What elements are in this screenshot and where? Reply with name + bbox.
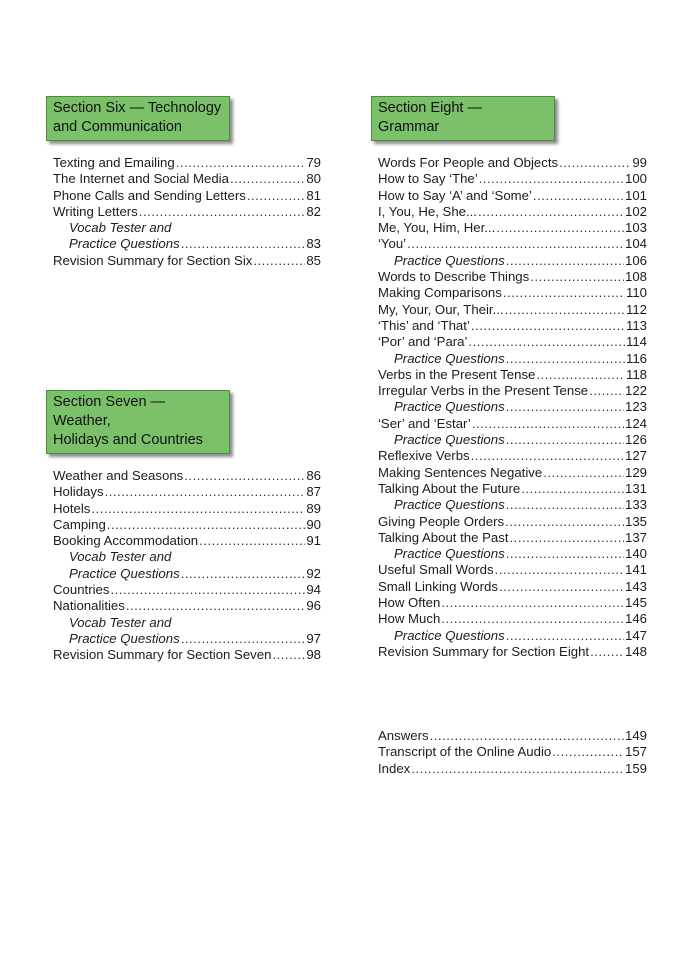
- toc-entry-page: 86: [306, 468, 321, 483]
- toc-leader: [543, 465, 624, 481]
- toc-subentry[interactable]: [378, 628, 647, 644]
- toc-entry-title: Making Sentences Negative: [378, 464, 543, 480]
- back-matter-toc-list: [378, 728, 647, 777]
- toc-leader: [126, 598, 305, 614]
- toc-entry-page: 137: [624, 529, 647, 545]
- toc-entry[interactable]: [53, 204, 321, 220]
- toc-subentry[interactable]: [378, 351, 647, 367]
- toc-entry-page: 83: [306, 236, 321, 252]
- section-seven: [53, 390, 321, 664]
- toc-leader: [272, 647, 305, 663]
- toc-leader: [503, 285, 625, 301]
- toc-leader: [110, 582, 305, 598]
- toc-entry[interactable]: [378, 383, 647, 399]
- toc-entry-title: Writing Letters: [53, 203, 138, 219]
- toc-entry-title: Practice Questions: [394, 546, 505, 562]
- toc-leader: [479, 171, 624, 187]
- toc-entry-page: 81: [306, 187, 321, 203]
- toc-leader: [253, 253, 305, 269]
- toc-leader: [176, 155, 306, 171]
- toc-leader: [471, 448, 624, 464]
- toc-leader: [105, 484, 306, 500]
- toc-leader: [505, 514, 624, 530]
- toc-leader: [478, 204, 624, 220]
- toc-entry-page: 133: [624, 497, 647, 513]
- toc-entry[interactable]: [53, 468, 321, 484]
- toc-entry[interactable]: [378, 514, 647, 530]
- toc-entry-page: 89: [306, 500, 321, 516]
- toc-entry-answers[interactable]: [378, 728, 647, 744]
- toc-leader: [468, 334, 625, 350]
- toc-entry-title: How to Say ‘A’ and ‘Some’: [378, 187, 532, 203]
- toc-entry[interactable]: [378, 269, 647, 285]
- toc-entry-page: 147: [624, 627, 647, 643]
- toc-entry-page: 148: [624, 643, 647, 659]
- toc-entry-page: 131: [624, 480, 647, 496]
- toc-entry[interactable]: [53, 533, 321, 549]
- toc-entry-index[interactable]: [378, 761, 647, 777]
- toc-entry-page: 118: [625, 366, 647, 382]
- toc-entry[interactable]: [378, 448, 647, 464]
- toc-entry-page: 108: [624, 269, 647, 285]
- toc-entry-page: 146: [624, 611, 647, 627]
- toc-entry-page: 94: [306, 582, 321, 598]
- toc-entry-page: 124: [624, 415, 647, 431]
- toc-entry-title: Vocab Tester and: [69, 220, 172, 236]
- toc-leader: [506, 628, 624, 644]
- toc-leader: [472, 416, 624, 432]
- toc-entry-page: 143: [624, 578, 647, 594]
- toc-leader: [181, 631, 306, 647]
- toc-entry-page: 135: [624, 513, 647, 529]
- section-six-header: [46, 96, 230, 141]
- toc-leader: [91, 501, 305, 517]
- toc-entry-page: 110: [625, 285, 647, 301]
- toc-leader: [506, 432, 624, 448]
- toc-entry-title: Vocab Tester and: [69, 549, 172, 565]
- toc-entry-title: Phone Calls and Sending Letters: [53, 187, 246, 203]
- toc-entry[interactable]: [378, 367, 647, 383]
- section-eight: [378, 96, 647, 660]
- toc-entry[interactable]: [378, 579, 647, 595]
- section-seven-header-line2: Holidays and Countries: [53, 432, 203, 448]
- toc-leader: [471, 318, 625, 334]
- toc-entry-page: 90: [306, 516, 321, 532]
- section-seven-header: [46, 390, 230, 454]
- toc-entry-page: 159: [624, 760, 647, 776]
- toc-subentry[interactable]: [53, 236, 321, 252]
- toc-entry-page: 101: [624, 187, 647, 203]
- toc-entry-title: ‘Ser’ and ‘Estar’: [378, 415, 471, 431]
- toc-entry-title: Booking Accommodation: [53, 533, 199, 549]
- toc-entry-page: 98: [306, 647, 321, 663]
- section-seven-header-line1: Section Seven — Weather,: [53, 394, 166, 429]
- toc-leader: [533, 188, 624, 204]
- toc-entry-title: Index: [378, 760, 411, 776]
- toc-entry-transcript[interactable]: [378, 744, 647, 760]
- toc-entry-page: 126: [624, 432, 647, 448]
- toc-leader: [506, 399, 624, 415]
- toc-subentry[interactable]: [378, 399, 647, 415]
- toc-entry-page: 129: [624, 464, 647, 480]
- section-eight-header: [371, 96, 555, 141]
- toc-entry[interactable]: [378, 530, 647, 546]
- toc-entry[interactable]: [378, 220, 647, 236]
- toc-leader: [530, 269, 624, 285]
- toc-entry[interactable]: [53, 484, 321, 500]
- toc-entry-title: Camping: [53, 516, 106, 532]
- toc-entry-title: Practice Questions: [394, 497, 505, 513]
- toc-entry[interactable]: [378, 171, 647, 187]
- toc-leader: [230, 171, 305, 187]
- toc-entry[interactable]: [378, 285, 647, 301]
- toc-subentry[interactable]: [378, 546, 647, 562]
- toc-entry-title: Words For People and Objects: [378, 155, 559, 170]
- toc-entry-title: The Internet and Social Media: [53, 171, 229, 187]
- toc-entry[interactable]: [378, 236, 647, 252]
- toc-leader: [506, 497, 624, 513]
- toc-entry-page: 79: [306, 155, 321, 170]
- toc-entry-title: I, You, He, She...: [378, 203, 477, 219]
- toc-entry-page: 149: [624, 728, 647, 743]
- section-eight-header-text: Section Eight — Grammar: [378, 100, 482, 135]
- toc-entry-title: How Much: [378, 611, 441, 627]
- toc-entry-page: 102: [624, 203, 647, 219]
- toc-entry[interactable]: [378, 611, 647, 627]
- toc-entry[interactable]: [53, 155, 321, 171]
- toc-entry[interactable]: [378, 302, 647, 318]
- toc-entry-title: How Often: [378, 595, 441, 611]
- toc-entry-page: 127: [624, 448, 647, 464]
- toc-entry-title: Practice Questions: [69, 630, 180, 646]
- toc-subentry[interactable]: [53, 566, 321, 582]
- toc-entry[interactable]: [378, 318, 647, 334]
- toc-entry-title: ‘You’: [378, 236, 407, 252]
- toc-leader: [247, 188, 306, 204]
- toc-leader: [589, 383, 624, 399]
- toc-entry[interactable]: [378, 562, 647, 578]
- toc-leader: [505, 302, 625, 318]
- toc-entry-page: 123: [624, 399, 647, 415]
- toc-entry-title: Answers: [378, 728, 429, 743]
- toc-entry[interactable]: [53, 501, 321, 517]
- toc-entry-title: Practice Questions: [394, 627, 505, 643]
- toc-leader: [411, 761, 624, 777]
- toc-entry-title: Verbs in the Present Tense: [378, 366, 536, 382]
- section-six: [53, 96, 321, 269]
- toc-entry[interactable]: [378, 334, 647, 350]
- toc-entry-page: 157: [624, 744, 647, 760]
- toc-leader: [441, 611, 624, 627]
- toc-entry-title: Practice Questions: [69, 236, 180, 252]
- toc-subentry-line: [53, 615, 321, 631]
- section-six-header-line1: Section Six — Technology: [53, 100, 222, 116]
- toc-entry[interactable]: [53, 647, 321, 663]
- toc-entry-page: 140: [624, 546, 647, 562]
- toc-entry-page: 100: [624, 171, 647, 187]
- toc-leader: [499, 579, 624, 595]
- toc-subentry[interactable]: [53, 631, 321, 647]
- section-seven-toc-list: [53, 468, 321, 664]
- toc-entry-title: Me, You, Him, Her...: [378, 220, 496, 236]
- toc-entry-title: Irregular Verbs in the Present Tense: [378, 383, 589, 399]
- toc-leader: [184, 468, 305, 484]
- toc-entry-title: Hotels: [53, 500, 91, 516]
- toc-entry-page: 92: [306, 565, 321, 581]
- toc-leader: [181, 236, 306, 252]
- toc-leader: [199, 533, 305, 549]
- toc-entry-title: Weather and Seasons: [53, 468, 184, 483]
- toc-entry-title: My, Your, Our, Their...: [378, 301, 504, 317]
- toc-entry-page: 99: [632, 155, 647, 170]
- toc-entry-title: Practice Questions: [69, 565, 180, 581]
- toc-entry-title: Talking About the Past: [378, 529, 509, 545]
- toc-entry-page: 141: [624, 562, 647, 578]
- toc-entry-page: 91: [306, 533, 321, 549]
- toc-leader: [139, 204, 306, 220]
- toc-leader: [407, 236, 624, 252]
- toc-leader: [495, 562, 624, 578]
- toc-entry-page: 114: [625, 334, 647, 350]
- toc-leader: [552, 744, 624, 760]
- toc-entry[interactable]: [378, 204, 647, 220]
- toc-entry-page: 106: [624, 252, 647, 268]
- toc-subentry[interactable]: [378, 253, 647, 269]
- toc-leader: [590, 644, 624, 660]
- toc-leader: [107, 517, 306, 533]
- toc-entry[interactable]: [53, 598, 321, 614]
- toc-entry-page: 112: [625, 301, 647, 317]
- toc-entry-title: ‘Por’ and ‘Para’: [378, 334, 468, 350]
- toc-entry[interactable]: [378, 481, 647, 497]
- toc-entry-page: 85: [306, 252, 321, 268]
- toc-entry[interactable]: [53, 582, 321, 598]
- toc-entry-title: Reflexive Verbs: [378, 448, 470, 464]
- toc-leader: [496, 220, 624, 236]
- toc-entry[interactable]: [53, 253, 321, 269]
- toc-subentry-line: [53, 549, 321, 565]
- toc-leader: [521, 481, 624, 497]
- toc-entry-title: Making Comparisons: [378, 285, 502, 301]
- toc-entry[interactable]: [378, 188, 647, 204]
- toc-entry-page: 82: [306, 203, 321, 219]
- toc-leader: [506, 546, 624, 562]
- toc-entry[interactable]: [53, 517, 321, 533]
- toc-leader: [441, 595, 624, 611]
- toc-entry-title: ‘This’ and ‘That’: [378, 317, 470, 333]
- toc-entry-page: 103: [624, 220, 647, 236]
- toc-entry[interactable]: [378, 155, 647, 171]
- toc-entry-title: Practice Questions: [394, 399, 505, 415]
- section-eight-toc-list: [378, 155, 647, 660]
- toc-leader: [506, 253, 624, 269]
- toc-entry-title: How to Say ‘The’: [378, 171, 478, 187]
- toc-entry-page: 80: [306, 171, 321, 187]
- toc-leader: [559, 155, 631, 171]
- toc-entry-page: 113: [625, 317, 647, 333]
- toc-entry-title: Countries: [53, 582, 110, 598]
- toc-entry[interactable]: [53, 171, 321, 187]
- toc-leader: [181, 566, 306, 582]
- toc-leader: [536, 367, 625, 383]
- toc-subentry[interactable]: [378, 432, 647, 448]
- toc-entry-title: Small Linking Words: [378, 578, 498, 594]
- toc-entry-title: Transcript of the Online Audio: [378, 744, 552, 760]
- toc-entry-title: Revision Summary for Section Six: [53, 252, 253, 268]
- toc-entry-title: Practice Questions: [394, 432, 505, 448]
- toc-entry-title: Revision Summary for Section Seven: [53, 647, 272, 663]
- toc-entry-title: Revision Summary for Section Eight: [378, 643, 590, 659]
- toc-entry-title: Words to Describe Things: [378, 269, 530, 285]
- toc-entry-page: 87: [306, 484, 321, 500]
- toc-entry[interactable]: [378, 416, 647, 432]
- toc-entry-page: 145: [624, 595, 647, 611]
- toc-entry-title: Vocab Tester and: [69, 614, 172, 630]
- toc-entry-page: 116: [625, 350, 647, 366]
- toc-entry-title: Giving People Orders: [378, 513, 505, 529]
- toc-entry-title: Nationalities: [53, 598, 125, 614]
- toc-entry-title: Texting and Emailing: [53, 155, 175, 170]
- toc-entry[interactable]: [53, 188, 321, 204]
- toc-leader: [430, 728, 624, 744]
- toc-entry-page: 104: [624, 236, 647, 252]
- section-six-header-line2: and Communication: [53, 119, 182, 135]
- toc-entry-page: 96: [306, 598, 321, 614]
- toc-entry[interactable]: [378, 465, 647, 481]
- toc-entry-title: Useful Small Words: [378, 562, 494, 578]
- toc-entry-title: Practice Questions: [394, 350, 505, 366]
- toc-subentry[interactable]: [378, 497, 647, 513]
- toc-subentry-line: [53, 220, 321, 236]
- toc-leader: [510, 530, 624, 546]
- back-matter: [378, 728, 647, 777]
- toc-entry[interactable]: [378, 644, 647, 660]
- toc-entry[interactable]: [378, 595, 647, 611]
- toc-entry-title: Talking About the Future: [378, 480, 521, 496]
- toc-entry-page: 122: [624, 383, 647, 399]
- toc-entry-title: Practice Questions: [394, 252, 505, 268]
- toc-leader: [506, 351, 625, 367]
- section-six-toc-list: [53, 155, 321, 269]
- toc-entry-title: Holidays: [53, 484, 104, 500]
- toc-entry-page: 97: [306, 630, 321, 646]
